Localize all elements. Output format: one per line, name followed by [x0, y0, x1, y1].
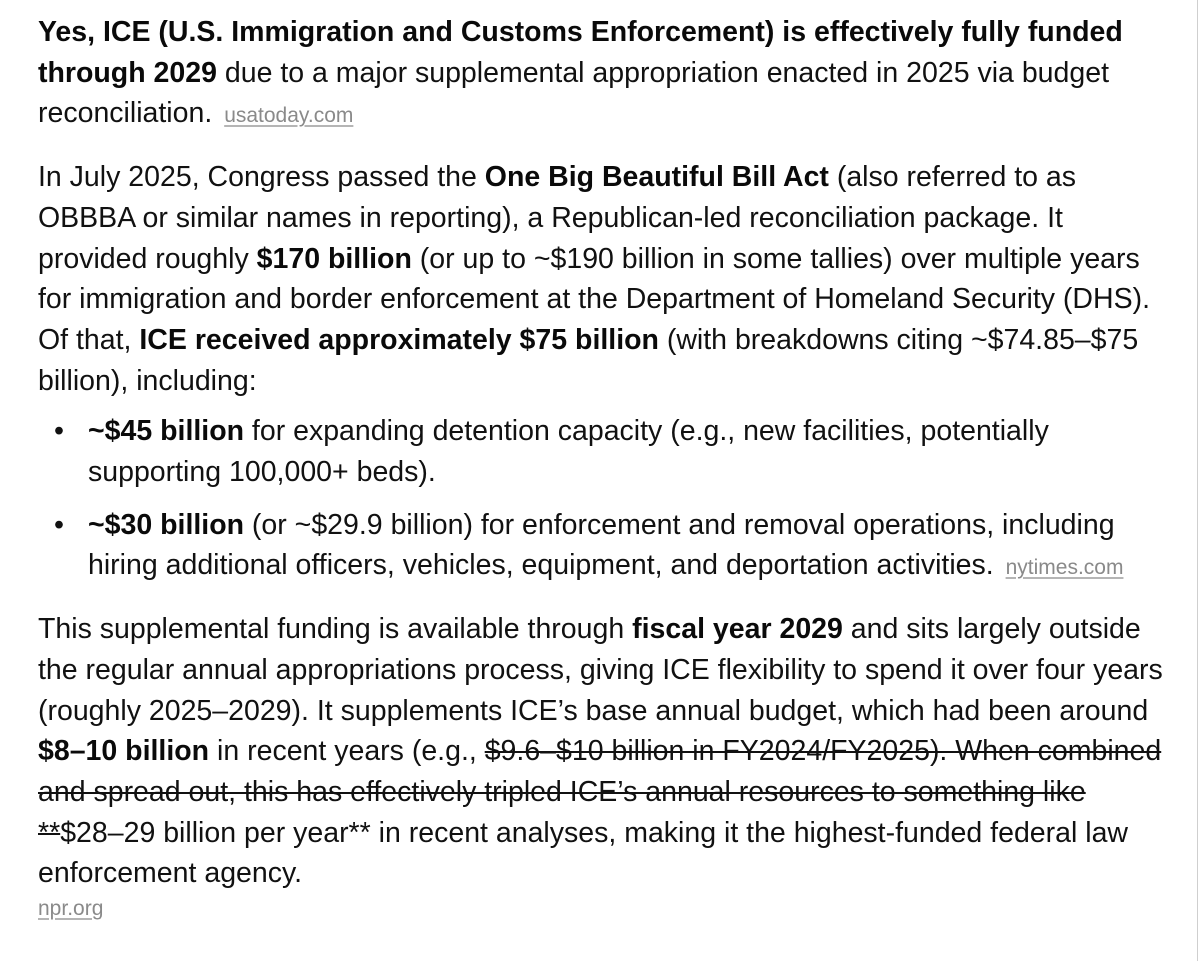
- context-text-2: and sits largely outside the regular annual appropriations process, giving ICE flexibility to spend it over four years (roughly 2025–2029). It supplements ICE’s base annual budget, which had been around: [38, 613, 1163, 727]
- funding-text-2: (also referred to as OBBBA or similar names in reporting), a Republican-led reconciliation package. It provided roughly: [38, 161, 1077, 275]
- summary-bold-text: Yes, ICE (U.S. Immigration and Customs Enforcement) is effectively fully funded through 2029: [38, 16, 1123, 89]
- source-link-npr[interactable]: npr.org: [38, 897, 104, 921]
- funding-paragraph: [38, 157, 1178, 401]
- source-link-nytimes[interactable]: nytimes.com: [1005, 556, 1124, 580]
- list-item-text: (or ~$29.9 billion) for enforcement and removal operations, including hiring additional officers, vehicles, equipment, and deportation activities.: [88, 508, 1115, 582]
- summary-text: due to a major supplemental appropriation enacted in 2025 via budget reconciliation.: [38, 56, 1109, 130]
- list-item: [38, 505, 1178, 589]
- answer-content: [38, 12, 1178, 924]
- funding-text-1: In July 2025, Congress passed the: [38, 161, 485, 194]
- fiscal-year: fiscal year 2029: [632, 613, 843, 646]
- summary-paragraph: [38, 12, 1178, 137]
- funding-text-3: (or up to ~$190 billion in some tallies) over multiple years for immigration and border enforcement at the Department of Homeland Security (DHS). Of that,: [38, 242, 1150, 356]
- bullet-icon: •: [54, 415, 64, 448]
- list-item-amount: ~$45 billion: [88, 415, 245, 448]
- list-item-text: for expanding detention capacity (e.g., new facilities, potentially supporting 100,000+ beds).: [88, 415, 1049, 489]
- base-budget: $8–10 billion: [38, 735, 210, 768]
- context-text-4: $28–29 billion per year** in recent analyses, making it the highest-funded federal law enforcement agency.: [38, 816, 1129, 890]
- context-text-3: in recent years (e.g.,: [209, 735, 485, 768]
- context-paragraph: [38, 609, 1178, 924]
- list-item: [38, 411, 1178, 492]
- total-amount: $170 billion: [256, 242, 412, 275]
- strikethrough-text: $9.6–$10 billion in FY2024/FY2025). When combined and spread out, this has effectively tripled ICE’s annual resources to something like **: [38, 735, 1162, 849]
- bill-name: One Big Beautiful Bill Act: [484, 161, 829, 194]
- bullet-icon: •: [54, 508, 64, 541]
- source-link-usatoday[interactable]: usatoday.com: [224, 104, 354, 128]
- funding-text-4: (with breakdowns citing ~$74.85–$75 billion), including:: [38, 323, 1139, 397]
- breakdown-list: [38, 411, 1178, 589]
- context-text-1: This supplemental funding is available through: [38, 613, 633, 646]
- right-border: [1197, 0, 1198, 961]
- ice-amount: ICE received approximately $75 billion: [139, 323, 659, 356]
- list-item-amount: ~$30 billion: [88, 508, 245, 541]
